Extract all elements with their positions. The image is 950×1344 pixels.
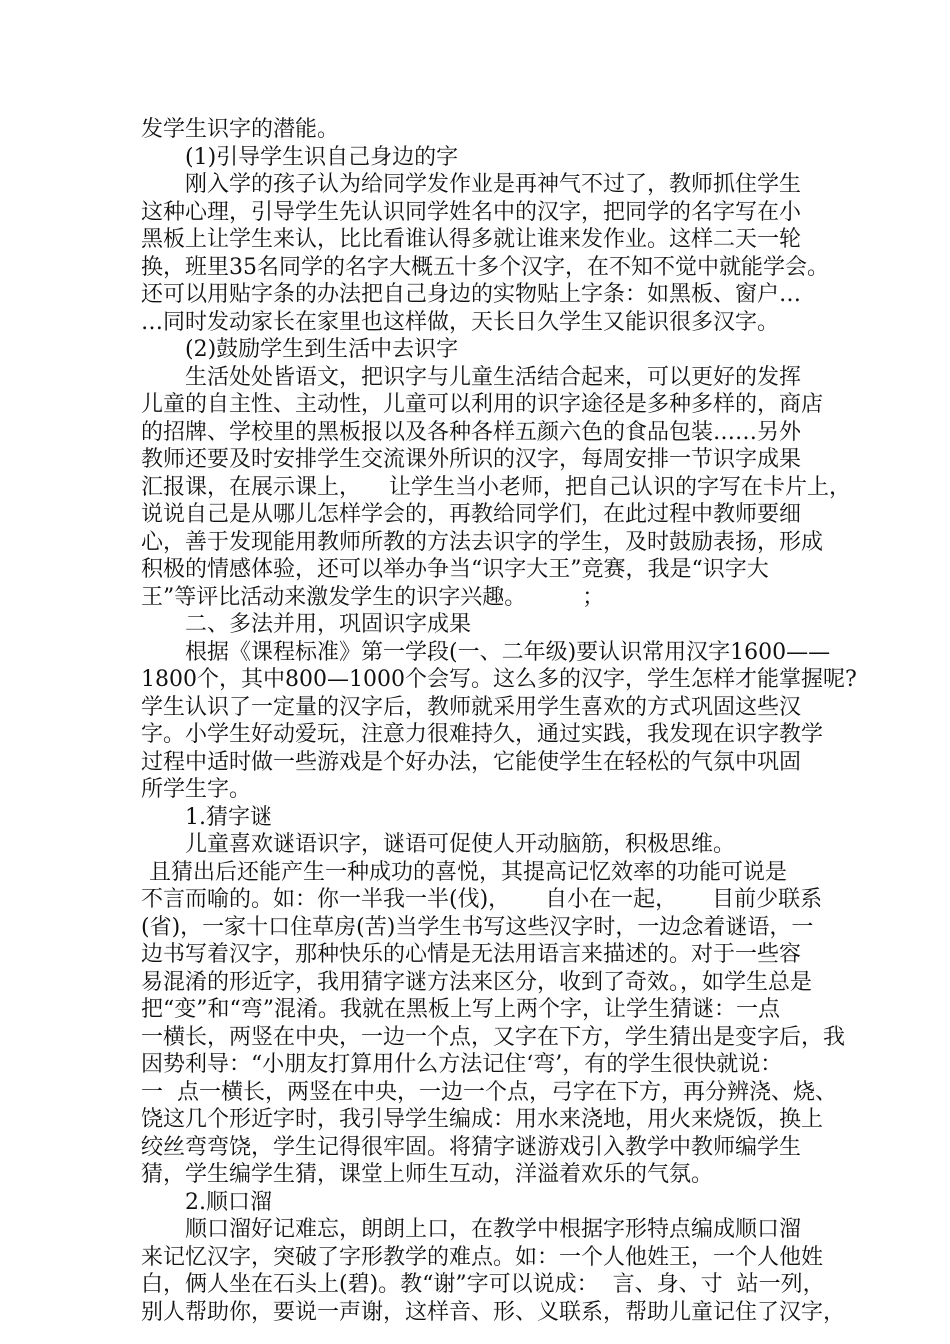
text-line: 说说自己是从哪儿怎样学会的，再教给同学们，在此过程中教师要细	[141, 502, 802, 527]
text-line: 一 点一横长，两竖在中央，一边一个点，弓字在下方，再分辨浇、烧、	[141, 1079, 837, 1105]
text-line: 易混淆的形近字，我用猜字谜方法来区分，收到了奇效。，如学生总是	[141, 969, 813, 995]
section-heading: 二、多法并用，巩固识字成果	[185, 612, 472, 637]
text-line: 饶这几个形近字时，我引导学生编成：用水来浇地，用火来烧饭，换上	[141, 1107, 824, 1132]
text-line: 来记忆汉字，突破了字形教学的难点。如：一个人他姓王，一个人他姓	[141, 1244, 824, 1270]
text-line: 教师还要及时安排学生交流课外所识的汉字，每周安排一节识字成果	[141, 447, 802, 472]
text-line: 把“变”和“弯”混淆。我就在黑板上写上两个字，让学生猜谜：一点	[141, 997, 780, 1022]
text-line: 边书写着汉字，那种快乐的心情是无法用语言来描述的。对于一些容	[141, 942, 802, 967]
section-heading: (2)鼓励学生到生活中去识字	[185, 337, 459, 362]
text-line: 所学生字。	[141, 777, 252, 802]
text-line: 刚入学的孩子认为给同学发作业是再神气不过了，教师抓住学生	[185, 172, 802, 197]
text-line: 积极的情感体验，还可以举办争当“识字大王”竞赛，我是“识字大	[141, 557, 769, 582]
text-line: 一横长，两竖在中央，一边一个点，又字在下方，学生猜出是变字后，我	[141, 1024, 846, 1050]
text-line: 猜，学生编学生猜，课堂上师生互动，洋溢着欢乐的气氛。	[141, 1162, 714, 1187]
text-line: …同时发动家长在家里也这样做，天长日久学生又能识很多汉字。	[141, 309, 780, 335]
text-line: 且猜出后还能产生一种成功的喜悦，其提高记忆效率的功能可说是	[149, 859, 788, 885]
text-line: 生活处处皆语文，把识字与儿童生活结合起来，可以更好的发挥	[185, 364, 802, 390]
text-line: 过程中适时做一些游戏是个好办法，它能使学生在轻松的气氛中巩固	[141, 749, 802, 775]
text-line: 白，俩人坐在石头上(碧)。教“谢”字可以说成： 言、身、寸 站一列，	[141, 1272, 825, 1297]
text-line: 发学生识字的潜能。	[141, 117, 340, 142]
text-line: 汇报课，在展示课上， 让学生当小老师，把自己认识的字写在卡片上，	[141, 474, 851, 500]
text-line: 不言而喻的。如：你一半我一半(伐)， 自小在一起， 目前少联系	[141, 887, 823, 912]
section-heading: (1)引导学生识自己身边的字	[185, 144, 459, 170]
text-line: 根据《课程标准》第一学段(一、二年级)要认识常用汉字1600——	[185, 639, 831, 665]
text-line: 学生认识了一定量的汉字后，教师就采用学生喜欢的方式巩固这些汉	[141, 694, 802, 720]
text-line: 绞丝弯弯饶，学生记得很牢固。将猜字谜游戏引入教学中教师编学生	[141, 1134, 802, 1160]
text-line: 儿童的自主性、主动性，儿童可以利用的识字途径是多种多样的，商店	[141, 392, 824, 417]
text-line: 心，善于发现能用教师所教的方法去识字的学生，及时鼓励表扬，形成	[141, 529, 824, 555]
text-line: (省)，一家十口住草房(苦)当学生书写这些汉字时，一边念着谜语，一	[141, 914, 814, 940]
text-line: 因势利导：“小朋友打算用什么方法记住‘弯’，有的学生很快就说：	[141, 1052, 783, 1077]
text-line: 字。小学生好动爱玩，注意力很难持久，通过实践，我发现在识字教学	[141, 722, 824, 747]
text-line: 顺口溜好记难忘，朗朗上口，在教学中根据字形特点编成顺口溜	[185, 1217, 802, 1242]
text-line: 换，班里35名同学的名字大概五十多个汉字，在不知不觉中就能学会。	[141, 254, 829, 280]
text-line: 还可以用贴字条的办法把自己身边的实物贴上字条：如黑板、窗户…	[141, 282, 802, 307]
text-line: 王”等评比活动来激发学生的识字兴趣。 ；	[141, 584, 605, 610]
section-heading: 1.猜字谜	[185, 804, 272, 830]
text-line: 别人帮助你，要说一声谢，这样音、形、义联系，帮助儿童记住了汉字，	[141, 1299, 846, 1325]
text-line: 这种心理，引导学生先认识同学姓名中的汉字，把同学的名字写在小	[141, 199, 802, 225]
document-body	[141, 116, 857, 1326]
section-heading: 2.顺口溜	[185, 1189, 272, 1215]
text-line: 儿童喜欢谜语识字，谜语可促使人开动脑筋，积极思维。	[185, 832, 736, 857]
text-line: 的招牌、学校里的黑板报以及各种各样五颜六色的食品包装……另外	[141, 419, 802, 445]
text-line: 1800个，其中800—1000个会写。这么多的汉字，学生怎样才能掌握呢?	[141, 667, 857, 692]
text-line: 黑板上让学生来认，比比看谁认得多就让谁来发作业。这样二天一轮	[141, 227, 802, 252]
